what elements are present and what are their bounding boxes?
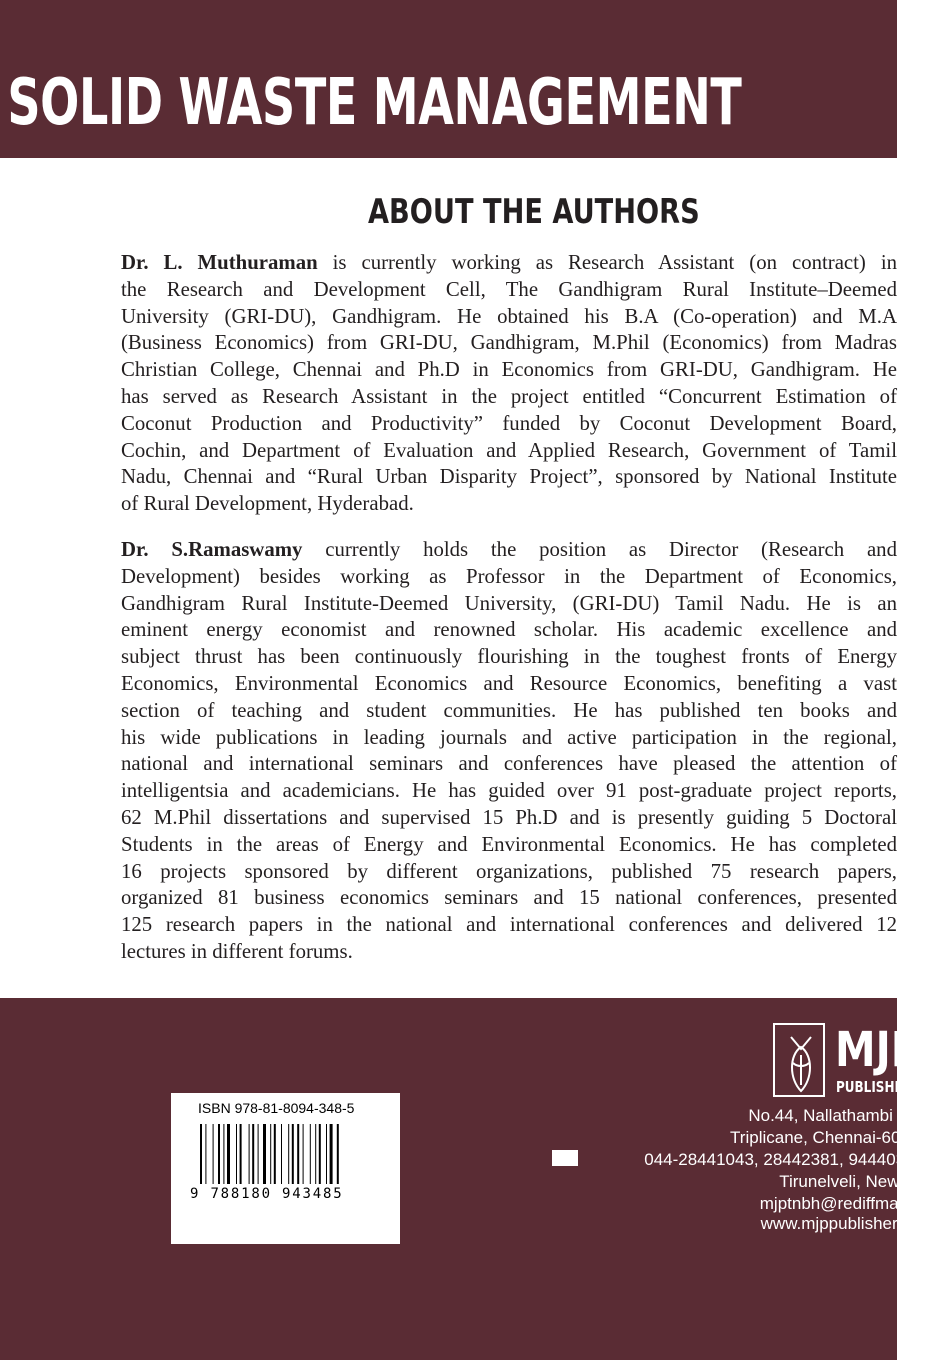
bio-line: Dr. S.Ramaswamy currently holds the position as Director (Research and xyxy=(121,538,897,561)
barcode-bar xyxy=(281,1124,282,1184)
book-title: SOLID WASTE MANAGEMENT xyxy=(7,66,742,140)
barcode-bar xyxy=(319,1124,321,1184)
barcode-bar xyxy=(274,1124,276,1184)
address-line: No.44, Nallathambi Street xyxy=(748,1106,943,1125)
barcode-bar xyxy=(205,1124,206,1184)
publisher-website: www.mjppublishers.com xyxy=(760,1214,943,1233)
bio-line: University (GRI-DU), Gandhigram. He obtained his B.A (Co-operation) and M.A xyxy=(121,304,897,328)
barcode-bar xyxy=(236,1124,237,1184)
barcode-bar xyxy=(263,1124,266,1184)
barcode-digits: 9 788180 943485 xyxy=(190,1186,344,1202)
bio-line: has served as Research Assistant in the project entitled “Concurrent Estimation of xyxy=(121,384,897,408)
barcode-bar xyxy=(315,1124,316,1184)
author2-name: Dr. S.Ramaswamy xyxy=(121,538,303,561)
author1-bio xyxy=(121,250,897,518)
address-line: Triplicane, Chennai-600 005 xyxy=(730,1128,943,1147)
bio-line: intelligentsia and academicians. He has guided over 91 post-graduate project reports, xyxy=(121,779,897,803)
barcode-bar xyxy=(227,1124,230,1184)
barcode-bar xyxy=(310,1124,311,1184)
bio-line: the Research and Development Cell, The Gandhigram Rural Institute–Deemed xyxy=(121,277,897,301)
about-authors-heading: ABOUT THE AUTHORS xyxy=(368,192,700,232)
author1-name: Dr. L. Muthuraman xyxy=(121,251,318,274)
bottom-publisher-band xyxy=(0,998,897,1360)
barcode-bar xyxy=(326,1124,327,1184)
barcode-bars xyxy=(200,1124,370,1184)
barcode-bar xyxy=(223,1124,224,1184)
bio-line: Cochin, and Department of Evaluation and Applied Research, Government of Tamil xyxy=(121,438,897,462)
bio-line: 16 projects sponsored by different organizations, published 75 research papers, xyxy=(121,859,897,883)
bio-line: (Business Economics) from GRI-DU, Gandhigram, M.Phil (Economics) from Madras xyxy=(121,331,897,355)
bio-line: lectures in different forums. xyxy=(121,939,353,963)
barcode-bar xyxy=(288,1124,289,1184)
publisher-logo-emblem xyxy=(773,1023,825,1097)
barcode-bar xyxy=(330,1124,333,1184)
barcode-bar xyxy=(337,1124,339,1184)
bio-line: 62 M.Phil dissertations and supervised 15 Ph.D and is presently guiding 5 Doctoral xyxy=(121,805,897,829)
barcode-bar xyxy=(249,1124,250,1184)
barcode-bar xyxy=(258,1124,259,1184)
address-line: Tirunelveli, New Delhi xyxy=(779,1172,943,1191)
phone-numbers: 044-28441043, 28442381, 9444037719 xyxy=(644,1150,943,1169)
publisher-logo-sub: PUBLISHERS xyxy=(836,1078,921,1096)
bio-line: Coconut Production and Productivity” funded by Coconut Development Board, xyxy=(121,411,897,435)
barcode-bar xyxy=(200,1124,202,1184)
bio-line: subject thrust has been continuously flourishing in the toughest fronts of Energy xyxy=(121,645,897,669)
bio-line: national and international seminars and conferences have pleased the attention of xyxy=(121,752,897,776)
bio-line: eminent energy economist and renowned scholar. His academic excellence and xyxy=(121,618,897,642)
bio-line: 125 research papers in the national and international conferences and delivered 12 xyxy=(121,913,897,937)
publisher-logo-text: MJP xyxy=(835,1022,921,1078)
phone-icon xyxy=(552,1150,578,1166)
bio-line: Christian College, Chennai and Ph.D in Economics from GRI-DU, Gandhigram. He xyxy=(121,358,897,382)
barcode-bar xyxy=(218,1124,220,1184)
bio-line: Gandhigram Rural Institute-Deemed University, (GRI-DU) Tamil Nadu. He is an xyxy=(121,591,897,615)
barcode-bar xyxy=(292,1124,294,1184)
barcode-bar xyxy=(270,1124,271,1184)
publisher-email: mjptnbh@rediffmail.com xyxy=(759,1194,943,1213)
barcode-bar xyxy=(297,1124,299,1184)
barcode-bar xyxy=(213,1124,214,1184)
bio-line: Economics, Environmental Economics and Resource Economics, benefiting a vast xyxy=(121,671,897,695)
barcode-bar xyxy=(303,1124,304,1184)
bio-line: section of teaching and student communities. He has published ten books and xyxy=(121,698,897,722)
author2-bio xyxy=(121,537,897,966)
bio-line: Dr. L. Muthuraman is currently working as Research Assistant (on contract) in xyxy=(121,251,897,274)
barcode-bar xyxy=(240,1124,242,1184)
bio-line: Development) besides working as Professor in the Department of Economics, xyxy=(121,564,897,588)
lamp-icon xyxy=(779,1029,823,1095)
bio-line: Nadu, Chennai and “Rural Urban Disparity Project”, sponsored by National Institute xyxy=(121,465,897,489)
isbn-label: ISBN 978-81-8094-348-5 xyxy=(198,1100,355,1116)
barcode-bar xyxy=(252,1124,254,1184)
bio-line: of Rural Development, Hyderabad. xyxy=(121,492,414,516)
bio-line: organized 81 business economics seminars and 15 national conferences, presented xyxy=(121,886,897,910)
bio-line: Students in the areas of Energy and Environmental Economics. He has completed xyxy=(121,832,897,856)
bio-line: his wide publications in leading journals and active participation in the regional, xyxy=(121,725,897,749)
